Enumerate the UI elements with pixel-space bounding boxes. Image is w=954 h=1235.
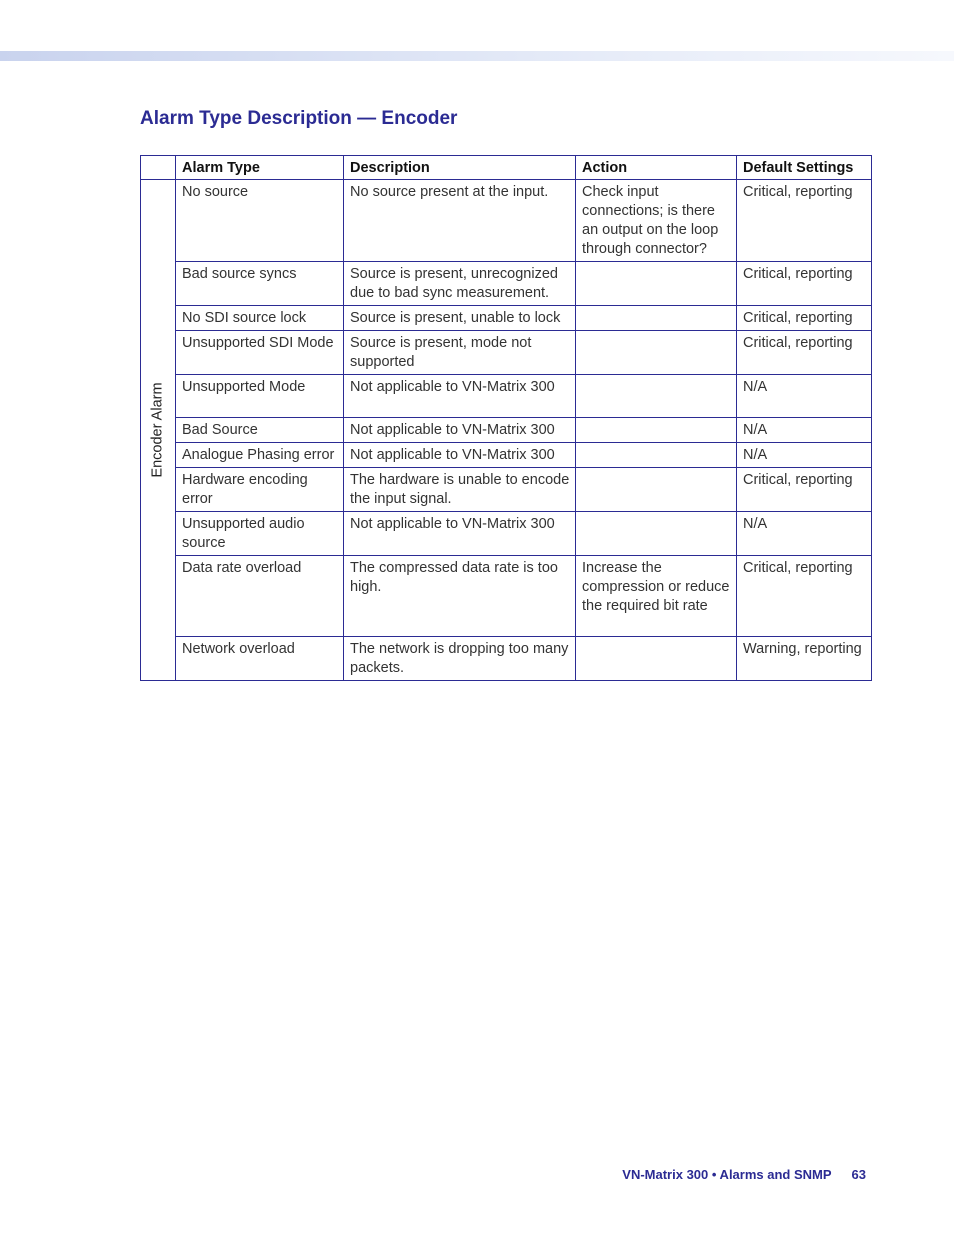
table-cell (576, 331, 737, 375)
table-cell: Bad Source (176, 418, 344, 443)
table-cell: Critical, reporting (737, 306, 872, 331)
table-cell: Unsupported Mode (176, 375, 344, 418)
table-cell: Not applicable to VN-Matrix 300 (344, 418, 576, 443)
table-row (141, 375, 872, 418)
column-header: Default Settings (737, 156, 872, 180)
table-cell: Hardware encoding error (176, 468, 344, 512)
table-row (141, 418, 872, 443)
table-cell: Network overload (176, 637, 344, 681)
column-header: Alarm Type (176, 156, 344, 180)
column-header: Action (576, 156, 737, 180)
table-row (141, 637, 872, 681)
table-cell: Source is present, unable to lock (344, 306, 576, 331)
table-row (141, 180, 872, 262)
table-cell: Critical, reporting (737, 556, 872, 637)
table-cell: N/A (737, 443, 872, 468)
table-cell (576, 262, 737, 306)
table-cell: Unsupported SDI Mode (176, 331, 344, 375)
table-row (141, 556, 872, 637)
group-label: Encoder Alarm (149, 382, 166, 478)
table-cell: Not applicable to VN-Matrix 300 (344, 443, 576, 468)
page-footer (622, 1167, 866, 1182)
table-cell (576, 443, 737, 468)
table-cell: Unsupported audio source (176, 512, 344, 556)
section-heading: Alarm Type Description — Encoder (140, 108, 458, 129)
table-row (141, 262, 872, 306)
table-row (141, 306, 872, 331)
table-cell (576, 637, 737, 681)
table-row (141, 468, 872, 512)
table-cell: Critical, reporting (737, 180, 872, 262)
table-cell (576, 418, 737, 443)
table-cell: No SDI source lock (176, 306, 344, 331)
column-header: Description (344, 156, 576, 180)
table-cell: No source present at the input. (344, 180, 576, 262)
table-cell: N/A (737, 375, 872, 418)
table-row (141, 331, 872, 375)
table-cell: Critical, reporting (737, 331, 872, 375)
table-cell: Increase the compression or reduce the required bit rate (576, 556, 737, 637)
table-cell: Critical, reporting (737, 468, 872, 512)
table-cell (576, 306, 737, 331)
group-label-cell (141, 180, 176, 681)
page-number: 63 (851, 1167, 866, 1182)
table-header-row (141, 156, 872, 180)
table-cell (576, 375, 737, 418)
table-cell: Data rate overload (176, 556, 344, 637)
table-cell: Analogue Phasing error (176, 443, 344, 468)
table-cell: The hardware is unable to encode the input signal. (344, 468, 576, 512)
table-cell: Source is present, mode not supported (344, 331, 576, 375)
table-cell: Source is present, unrecognized due to bad sync measurement. (344, 262, 576, 306)
table-cell (576, 512, 737, 556)
table-cell: No source (176, 180, 344, 262)
header-banner (0, 51, 954, 61)
table-cell: Not applicable to VN-Matrix 300 (344, 512, 576, 556)
table-cell: N/A (737, 512, 872, 556)
table-row (141, 443, 872, 468)
table-cell: Bad source syncs (176, 262, 344, 306)
table-cell: The network is dropping too many packets. (344, 637, 576, 681)
table-cell: The compressed data rate is too high. (344, 556, 576, 637)
table-cell: N/A (737, 418, 872, 443)
table-cell: Not applicable to VN-Matrix 300 (344, 375, 576, 418)
table-cell: Check input connections; is there an output on the loop through connector? (576, 180, 737, 262)
footer-title: VN-Matrix 300 • Alarms and SNMP (622, 1167, 832, 1182)
table-row (141, 512, 872, 556)
header-group-cell (141, 156, 176, 180)
table-cell: Warning, reporting (737, 637, 872, 681)
table-cell (576, 468, 737, 512)
table-cell: Critical, reporting (737, 262, 872, 306)
alarm-table (140, 155, 872, 681)
